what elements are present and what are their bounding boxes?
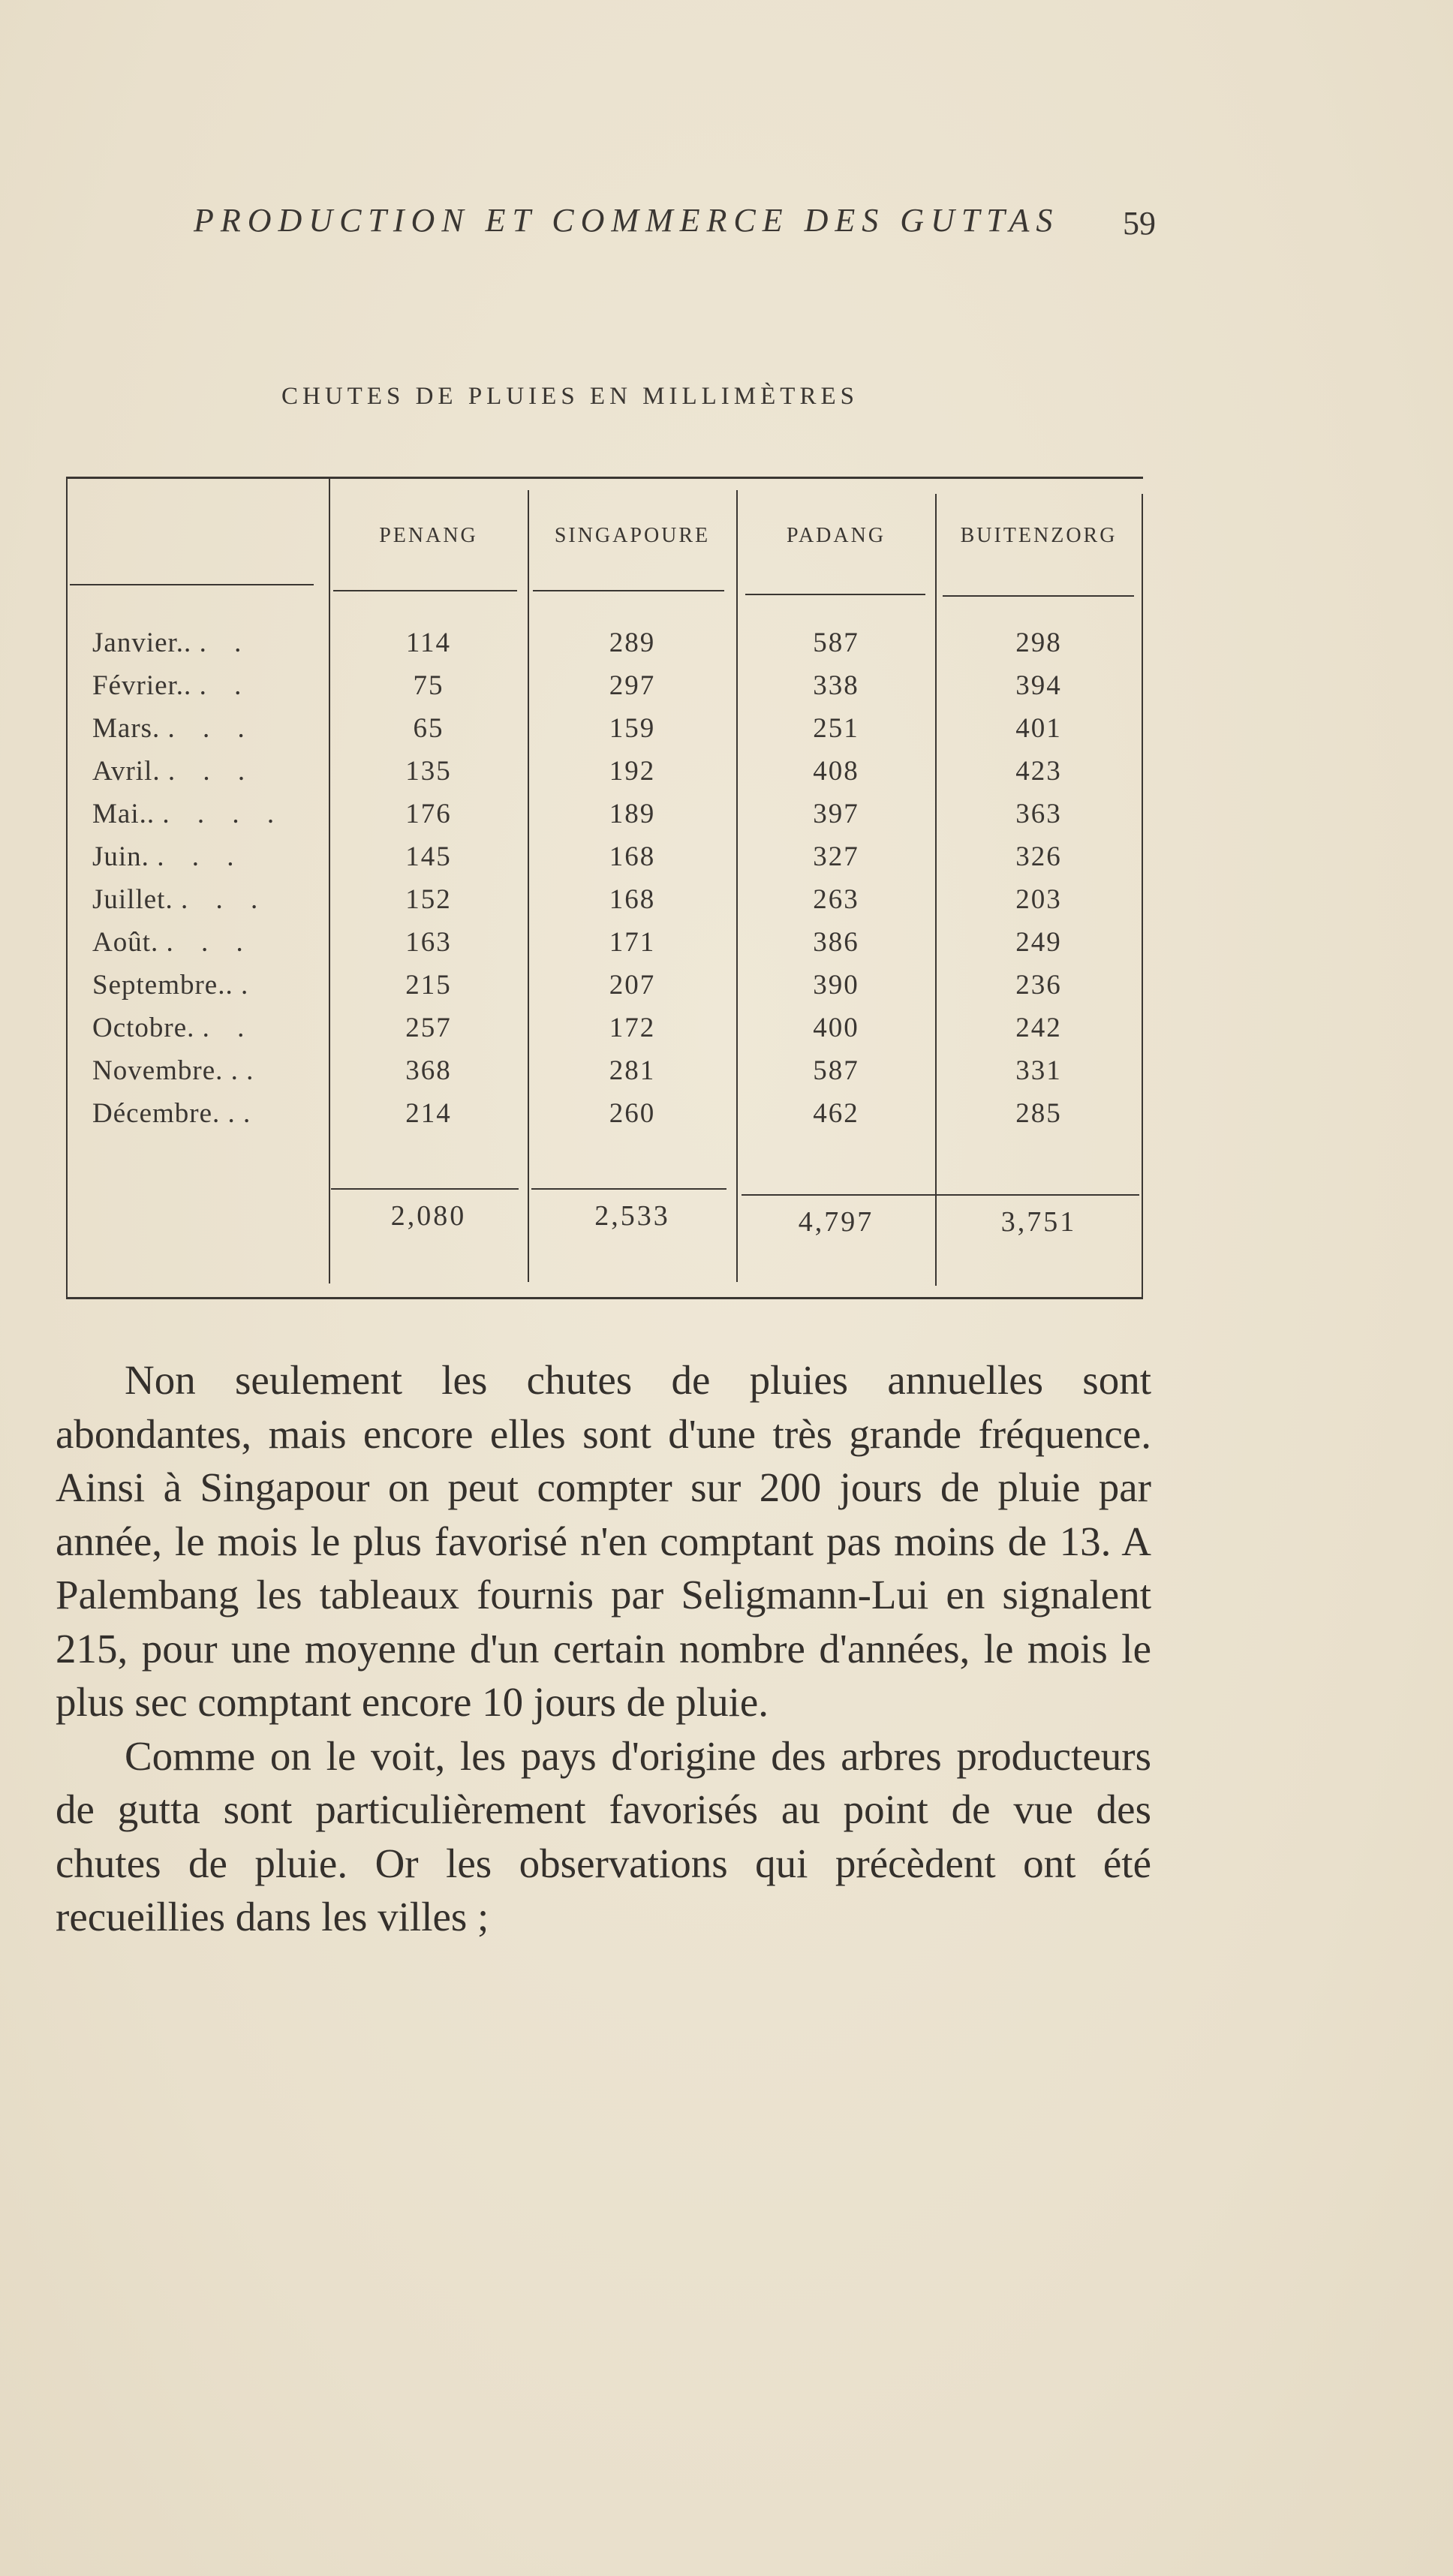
table-cell: 249 (1015, 927, 1062, 958)
table-cell: 257 (405, 1013, 452, 1043)
column-header-padang: PADANG (786, 524, 886, 547)
table-cell: 172 (609, 1013, 656, 1043)
table-cell: 394 (1015, 670, 1062, 701)
header-rule (70, 584, 314, 585)
column-header-buitenzorg: BUITENZORG (960, 524, 1118, 547)
table-cell: 587 (813, 1055, 859, 1086)
table-cell: 423 (1015, 756, 1062, 787)
table-cell: 207 (609, 970, 656, 1001)
table-cell: 331 (1015, 1055, 1062, 1086)
table-cell: 408 (813, 756, 859, 787)
table-cell: 326 (1015, 841, 1062, 872)
month-label: Août. . . . (92, 927, 254, 958)
total-buitenzorg: 3,751 (1000, 1206, 1077, 1238)
month-label: Septembre.. . (92, 970, 259, 1001)
table-cell: 263 (813, 884, 859, 915)
table-cell: 168 (609, 841, 656, 872)
totals-rule (531, 1188, 726, 1190)
header-rule (745, 594, 925, 595)
table-cell: 397 (813, 799, 859, 829)
table-cell: 400 (813, 1013, 859, 1043)
table-cell: 587 (813, 627, 859, 658)
total-singapoure: 2,533 (594, 1200, 670, 1232)
column-header-singapoure: SINGAPOURE (554, 524, 711, 547)
table-cell: 192 (609, 756, 656, 787)
running-title: PRODUCTION ET COMMERCE DES GUTTAS (194, 202, 1060, 239)
table-cell: 236 (1015, 970, 1062, 1001)
month-label: Juin. . . . (92, 841, 245, 872)
total-penang: 2,080 (390, 1200, 467, 1232)
table-cell: 390 (813, 970, 859, 1001)
month-label: Juillet. . . . (92, 884, 269, 915)
penang-values (330, 621, 527, 1135)
table-right-border (1142, 494, 1143, 1297)
totals-rule (331, 1188, 519, 1190)
table-title: CHUTES DE PLUIES EN MILLIMÈTRES (281, 383, 859, 410)
paragraph: Comme on le voit, les pays d'origine des arbres producteurs de gutta sont particulièrement favorisés au point de vue des chutes de pluie. Or les observations qui précèdent ont été recueillies dans les villes ; (56, 1732, 1151, 1940)
column-header-penang: PENANG (379, 524, 478, 547)
table-cell: 152 (405, 884, 452, 915)
month-label: Décembre. . . (92, 1098, 261, 1129)
table-cell: 298 (1015, 627, 1062, 658)
table-cell: 297 (609, 670, 656, 701)
table-cell: 171 (609, 927, 656, 958)
table-cell: 363 (1015, 799, 1062, 829)
table-cell: 281 (609, 1055, 656, 1086)
header-rule (333, 590, 517, 591)
header-rule (943, 595, 1134, 597)
paragraph: Non seulement les chutes de pluies annuelles sont abondantes, mais encore elles sont d'une très grande fréquence. Ainsi à Singapour on peut compter sur 200 jours de pluie par année, le mois le plus favorisé n'en comptant pas moins de 13. A Palembang les tableaux fournis par Seligmann-Lui en signalent 215, pour une moyenne d'un certain nombre d'années, le mois le plus sec comptant encore 10 jours de pluie. (56, 1357, 1151, 1725)
table-cell: 114 (405, 627, 452, 658)
table-cell: 189 (609, 799, 656, 829)
table-cell: 289 (609, 627, 656, 658)
table-cell: 203 (1015, 884, 1062, 915)
table-cell: 368 (405, 1055, 452, 1086)
table-cell: 327 (813, 841, 859, 872)
table-cell: 242 (1015, 1013, 1062, 1043)
month-label: Octobre. . . (92, 1013, 255, 1043)
table-cell: 462 (813, 1098, 859, 1129)
table-cell: 386 (813, 927, 859, 958)
month-label: Mars. . . . (92, 713, 255, 744)
month-labels (92, 621, 284, 1135)
table-cell: 251 (813, 713, 859, 744)
month-label: Février.. . . (92, 670, 252, 701)
month-label: Janvier.. . . (92, 627, 252, 658)
singapoure-values (529, 621, 736, 1135)
page-number: 59 (1123, 205, 1156, 242)
table-cell: 176 (405, 799, 452, 829)
table-cell: 401 (1015, 713, 1062, 744)
buitenzorg-values (937, 621, 1141, 1135)
month-label: Mai.. . . . . (92, 799, 285, 829)
table-left-border (66, 479, 68, 1297)
table-cell: 215 (405, 970, 452, 1001)
rainfall-table (66, 477, 1143, 1299)
body-text (56, 1353, 1151, 1944)
table-cell: 163 (405, 927, 452, 958)
table-cell: 260 (609, 1098, 656, 1129)
table-cell: 338 (813, 670, 859, 701)
table-cell: 75 (413, 670, 444, 701)
month-label: Novembre. . . (92, 1055, 264, 1086)
table-cell: 168 (609, 884, 656, 915)
totals-rule (742, 1194, 1139, 1196)
table-cell: 214 (405, 1098, 452, 1129)
header-rule (533, 590, 724, 591)
month-label: Avril. . . . (92, 756, 256, 787)
table-cell: 135 (405, 756, 452, 787)
table-cell: 65 (413, 713, 444, 744)
total-padang: 4,797 (798, 1206, 874, 1238)
table-cell: 159 (609, 713, 656, 744)
table-cell: 145 (405, 841, 452, 872)
table-cell: 285 (1015, 1098, 1062, 1129)
padang-values (738, 621, 934, 1135)
